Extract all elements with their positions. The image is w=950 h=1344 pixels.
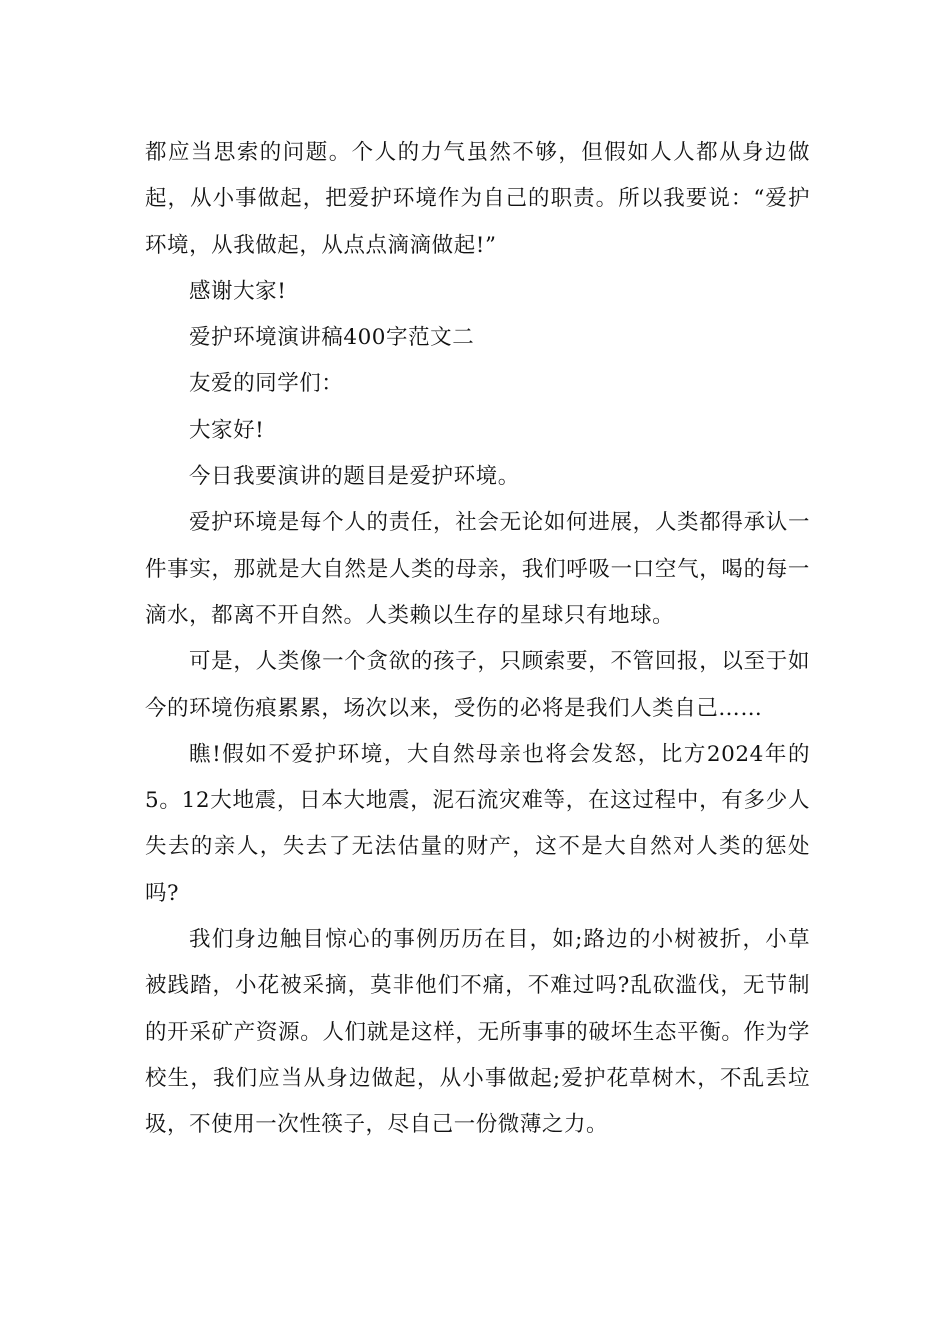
paragraph-body: 我们身边触目惊心的事例历历在目，如;路边的小树被折，小草被践踏，小花被采摘，莫非他们不痛，不难过吗?乱砍滥伐，无节制的开采矿产资源。人们就是这样，无所事事的破坏生态平衡。作为学校生，我们应当从身边做起，从小事做起;爱护花草树木，不乱丢垃圾，不使用一次性筷子，尽自己一份微薄之力。 [145, 927, 810, 1138]
paragraph-salutation: 友爱的同学们： [189, 371, 344, 397]
paragraph-body: 爱护环境是每个人的责任，社会无论如何进展，人类都得承认一件事实，那就是大自然是人类的母亲，我们呼吸一口空气，喝的每一滴水，都离不开自然。人类赖以生存的星球只有地球。 [145, 510, 810, 628]
paragraph-body: 瞧!假如不爱护环境，大自然母亲也将会发怒，比方2024年的5。12大地震，日本大地震，泥石流灾难等，在这过程中，有多少人失去的亲人，失去了无法估量的财产，这不是大自然对人类的惩处吗? [145, 741, 810, 906]
paragraph-topic: 今日我要演讲的题目是爱护环境。 [189, 464, 520, 490]
section-title: 爱护环境演讲稿400字范文二 [189, 325, 475, 351]
document-body [145, 130, 810, 1149]
paragraph-thanks: 感谢大家! [189, 278, 287, 304]
paragraph-continuation: 都应当思索的问题。个人的力气虽然不够，但假如人人都从身边做起，从小事做起，把爱护环境作为自己的职责。所以我要说：“爱护环境，从我做起，从点点滴滴做起!” [145, 140, 810, 258]
paragraph-body: 可是，人类像一个贪欲的孩子，只顾索要，不管回报，以至于如今的环境伤痕累累，场次以来，受伤的必将是我们人类自己…… [145, 649, 810, 721]
paragraph-greeting: 大家好! [189, 417, 265, 443]
